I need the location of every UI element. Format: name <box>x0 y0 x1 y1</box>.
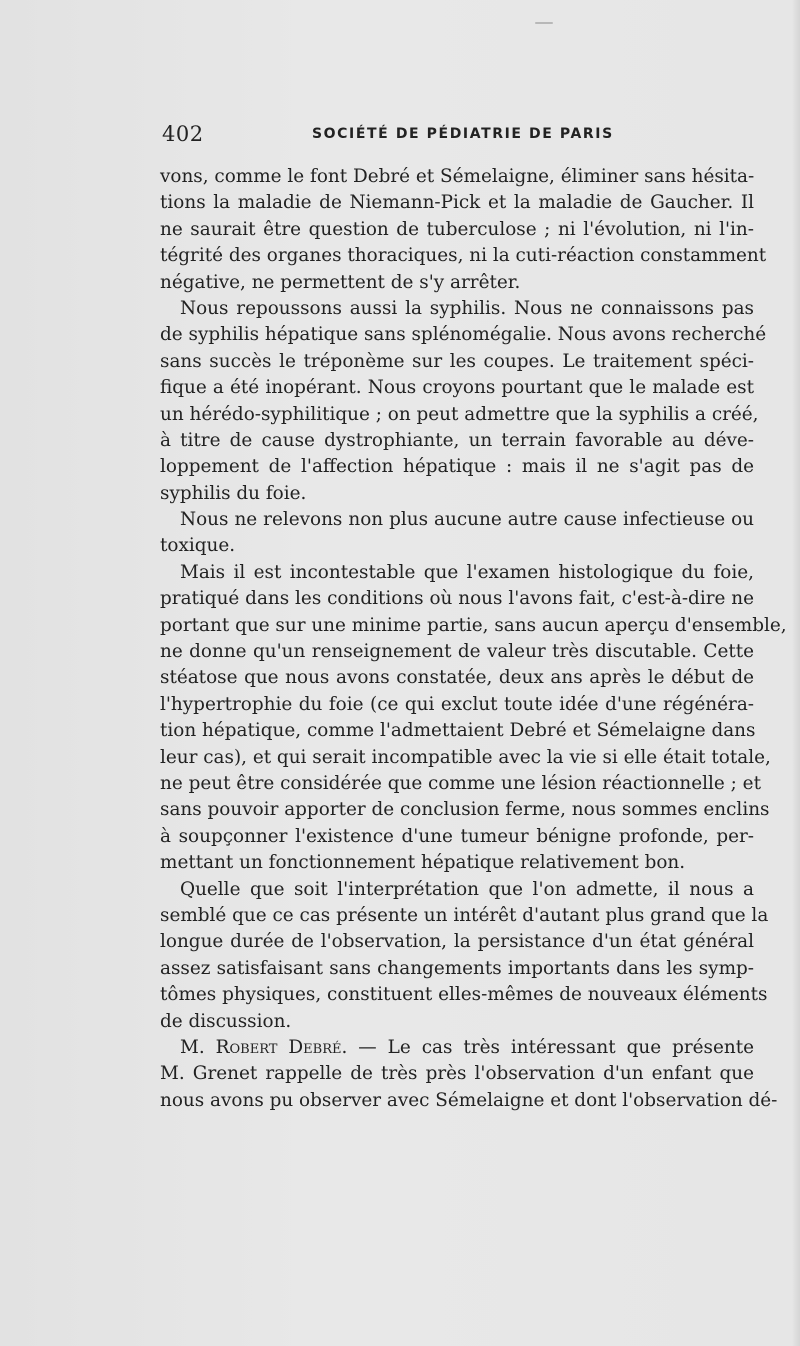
text-line: de syphilis hépatique sans splénomégalie. Nous avons recherché <box>160 324 767 346</box>
text-line: longue durée de l'observation, la persistance d'un état général <box>160 931 754 953</box>
text-line: tion hépatique, comme l'admettaient Debré et Sémelaigne dans <box>160 720 756 742</box>
text-line: portant que sur une minime partie, sans aucun aperçu d'ensemble, <box>160 614 787 636</box>
text-line: sans pouvoir apporter de conclusion ferme, nous sommes enclins <box>160 799 770 821</box>
speaker-name: M. Robert Debré. <box>180 1036 348 1058</box>
text-line: à soupçonner l'existence d'une tumeur bénigne profonde, per- <box>160 825 754 847</box>
text-line: tômes physiques, constituent elles-mêmes de nouveaux éléments <box>160 984 768 1006</box>
text-line: tégrité des organes thoraciques, ni la cuti-réaction constamment <box>160 245 767 267</box>
text-line: Quelle que soit l'interprétation que l'on admette, il nous a <box>180 878 754 900</box>
text-line: pratiqué dans les conditions où nous l'avons fait, c'est-à-dire ne <box>160 588 754 610</box>
text-line: nous avons pu observer avec Sémelaigne et dont l'observation dé- <box>160 1089 778 1111</box>
text-line: fique a été inopérant. Nous croyons pourtant que le malade est <box>160 377 754 399</box>
text-line: sans succès le tréponème sur les coupes. Le traitement spéci- <box>160 350 754 372</box>
text-line: un hérédo-syphilitique ; on peut admettre que la syphilis a créé, <box>160 403 759 425</box>
text-line: mettant un fonctionnement hépatique relativement bon. <box>160 852 686 874</box>
text-line: M. Grenet rappelle de très près l'observation d'un enfant que <box>160 1063 754 1085</box>
text-line: vons, comme le font Debré et Sémelaigne, éliminer sans hésita- <box>160 166 755 187</box>
text-line: Mais il est incontestable que l'examen histologique du foie, <box>180 561 754 583</box>
page-edge-shadow <box>792 0 800 1346</box>
text-line: loppement de l'affection hépatique : mais il ne s'agit pas de <box>160 456 754 478</box>
text-line: ne peut être considérée que comme une lésion réactionnelle ; et <box>160 772 761 794</box>
body-text <box>160 164 787 1114</box>
text-line: négative, ne permettent de s'y arrêter. <box>160 271 521 293</box>
text-line: Nous repoussons aussi la syphilis. Nous ne connaissons pas <box>180 297 754 319</box>
text-line: assez satisfaisant sans changements importants dans les symp- <box>160 957 754 979</box>
text-line: ne donne qu'un renseignement de valeur très discutable. Cette <box>160 641 754 663</box>
text-line: leur cas), et qui serait incompatible avec la vie si elle était totale, <box>160 746 771 768</box>
page-header <box>162 122 752 152</box>
text-line: stéatose que nous avons constatée, deux ans après le début de <box>160 667 754 689</box>
text-line: de discussion. <box>160 1010 292 1032</box>
running-head: SOCIÉTÉ DE PÉDIATRIE DE PARIS <box>312 126 614 142</box>
text-line: semblé que ce cas présente un intérêt d'autant plus grand que la <box>160 904 769 926</box>
scan-speck <box>535 22 553 24</box>
page-number: 402 <box>162 122 204 146</box>
text-line: l'hypertrophie du foie (ce qui exclut toute idée d'une régénéra- <box>160 693 754 715</box>
speaker-line-text: — Le cas très intéressant que présente <box>347 1036 755 1058</box>
text-line: syphilis du foie. <box>160 482 307 504</box>
speaker-line <box>160 1035 754 1061</box>
text-line: tions la maladie de Niemann-Pick et la maladie de Gaucher. Il <box>160 192 754 214</box>
text-line: à titre de cause dystrophiante, un terrain favorable au déve- <box>160 429 754 451</box>
text-line: toxique. <box>160 535 236 557</box>
text-line: Nous ne relevons non plus aucune autre cause infectieuse ou <box>180 509 754 531</box>
text-line: ne saurait être question de tuberculose ; ni l'évolution, ni l'in- <box>160 218 754 240</box>
